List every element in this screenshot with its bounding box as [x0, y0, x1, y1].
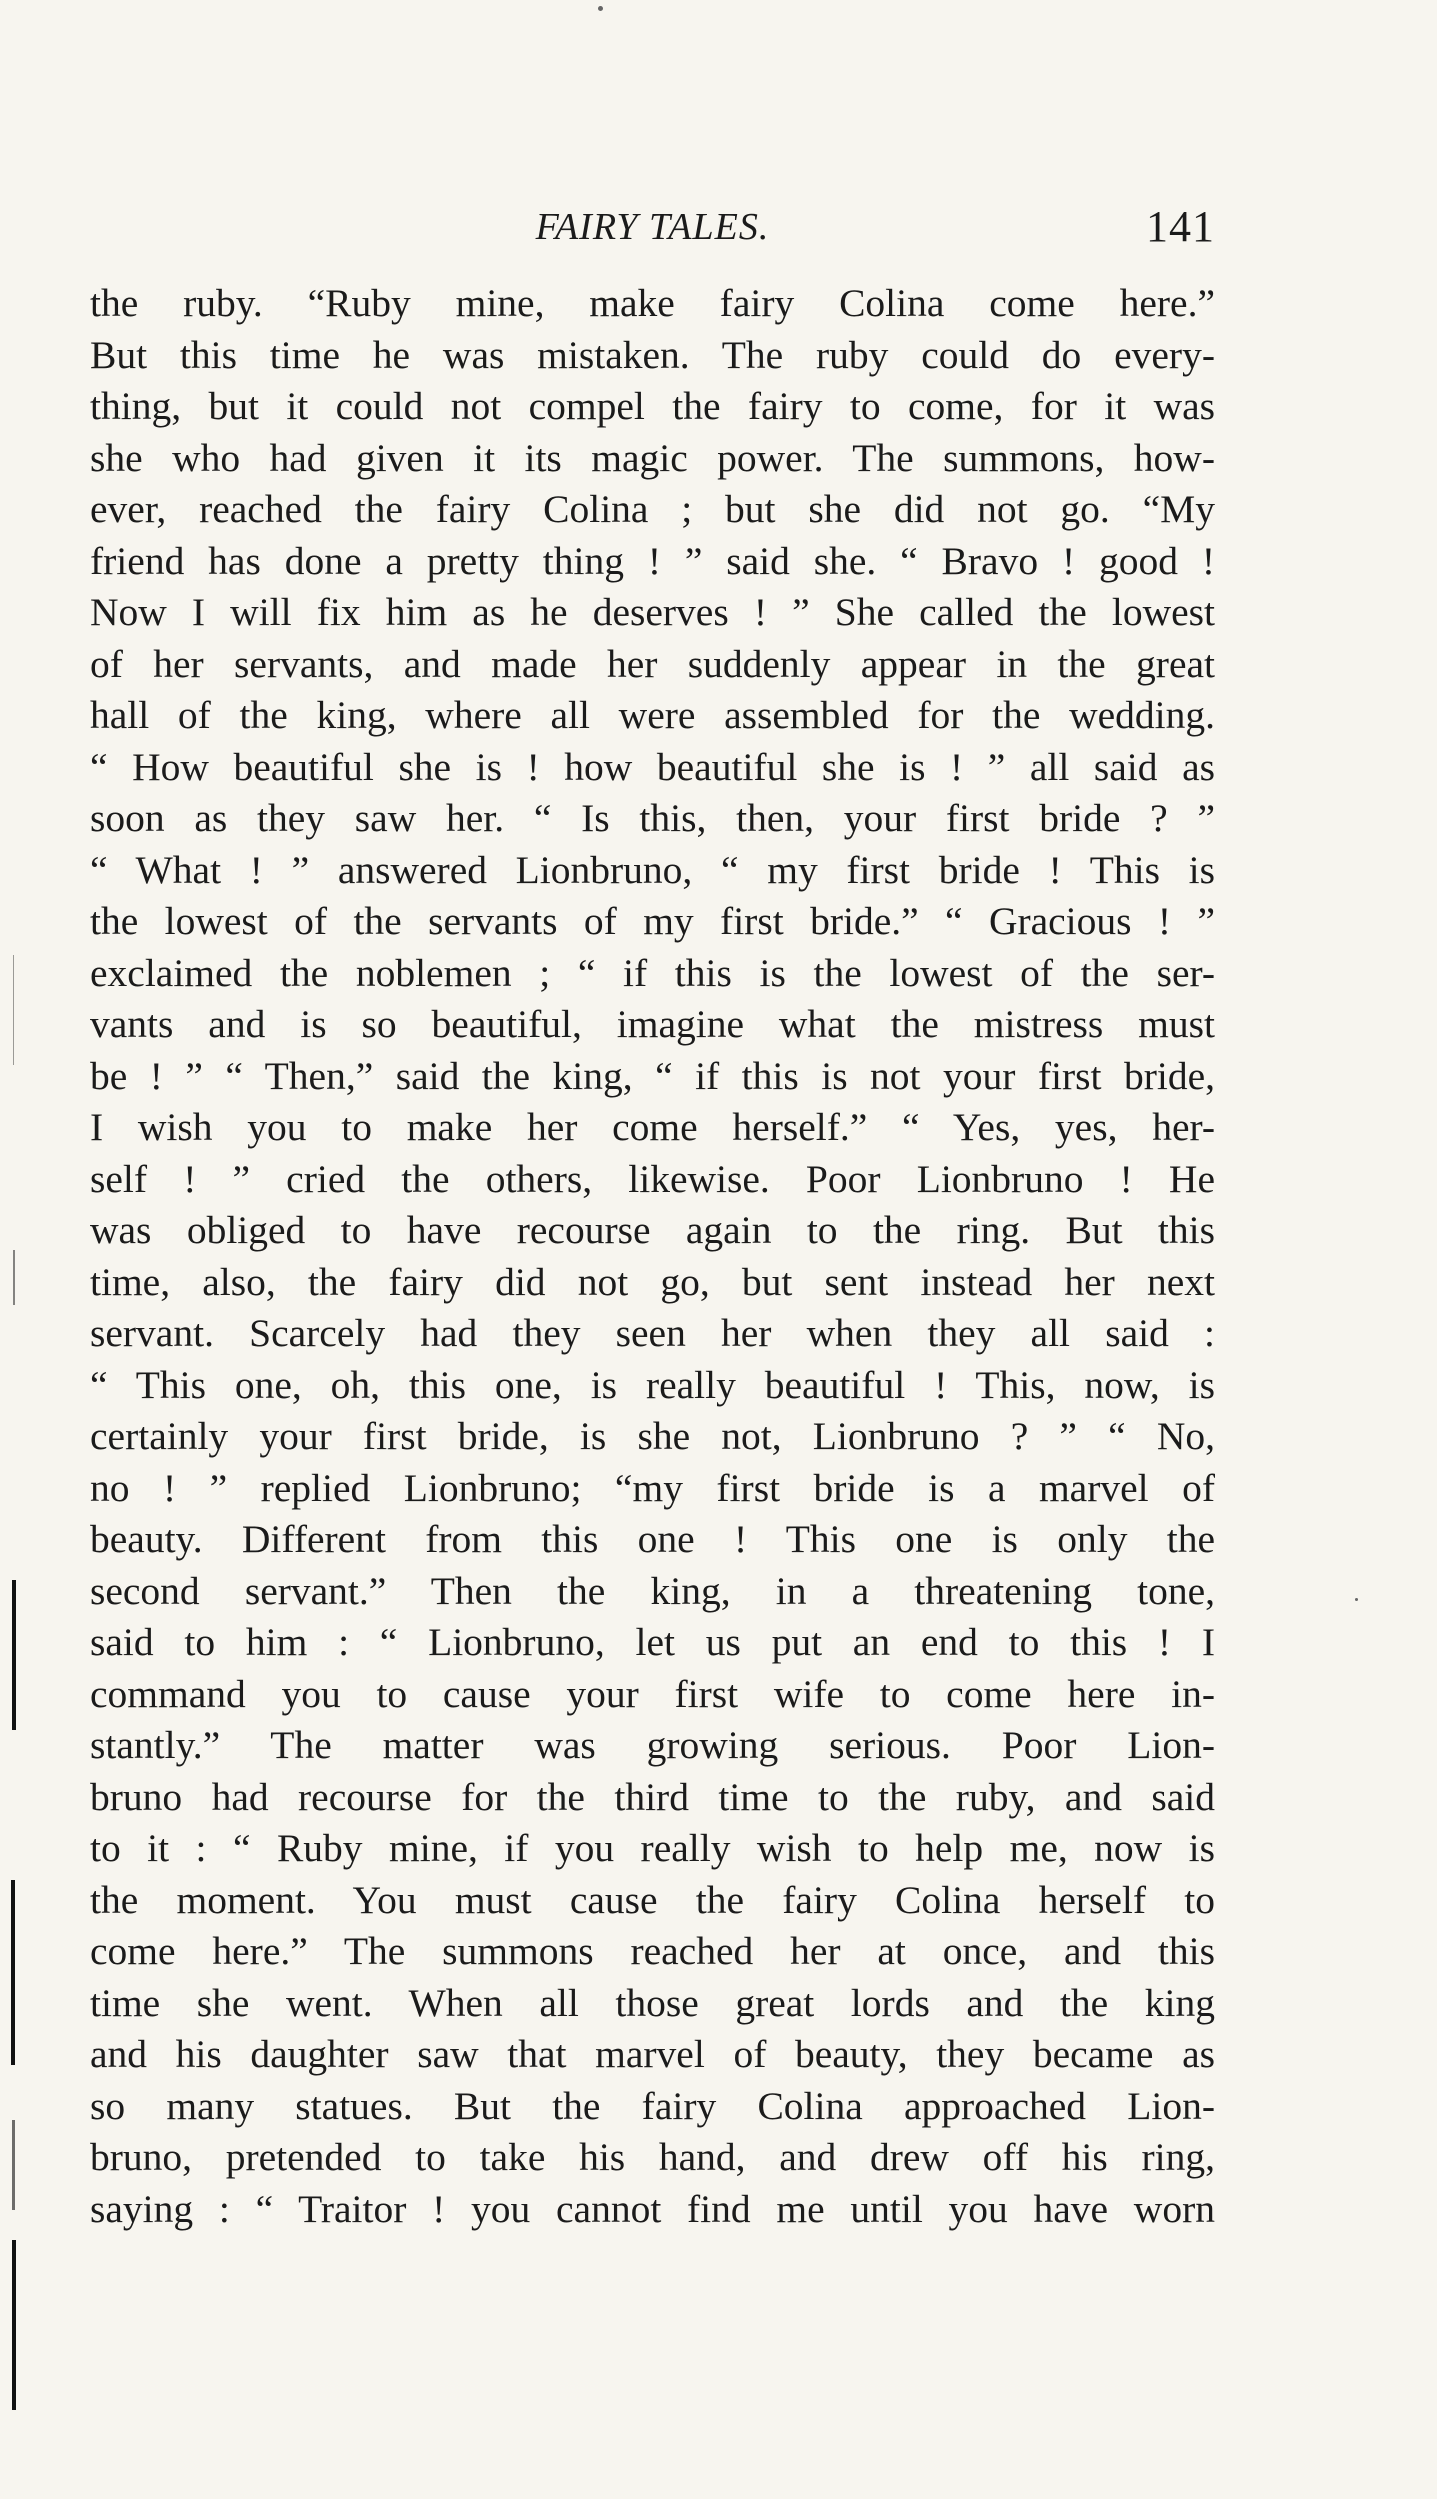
scan-mark — [12, 2120, 15, 2210]
text-line: and his daughter saw that marvel of beauty, they became as — [90, 2032, 1215, 2076]
text-line: soon as they saw her. “ Is this, then, your first bride ? ” — [90, 796, 1215, 840]
text-line: friend has done a pretty thing ! ” said she. “ Bravo ! good ! — [90, 538, 1215, 583]
text-line: “ How beautiful she is ! how beautiful she is ! ” all said as — [90, 744, 1215, 789]
text-line: servant. Scarcely had they seen her when they all said : — [90, 1311, 1215, 1355]
page-header — [90, 202, 1215, 265]
text-line: the lowest of the servants of my first bride.” “ Gracious ! ” — [90, 899, 1215, 943]
text-line: to it : “ Ruby mine, if you really wish to help me, now is — [90, 1826, 1215, 1870]
text-line: “ What ! ” answered Lionbruno, “ my first bride ! This is — [90, 847, 1215, 892]
text-line: stantly.” The matter was growing serious. Poor Lion- — [90, 1723, 1215, 1767]
text-line: bruno had recourse for the third time to the ruby, and said — [90, 1774, 1215, 1819]
scan-dot — [1355, 1598, 1358, 1601]
text-line: Now I will fix him as he deserves ! ” She called the lowest — [90, 590, 1215, 634]
text-line: exclaimed the noblemen ; “ if this is the lowest of the ser- — [90, 950, 1215, 995]
text-line: saying : “ Traitor ! you cannot find me until you have worn — [90, 2186, 1215, 2231]
text-line: time, also, the fairy did not go, but sent instead her next — [90, 1259, 1215, 1304]
text-line: ever, reached the fairy Colina ; but she did not go. “My — [90, 487, 1215, 531]
text-line: second servant.” Then the king, in a threatening tone, — [90, 1568, 1215, 1613]
scan-mark — [11, 1880, 15, 2065]
text-line: certainly your first bride, is she not, Lionbruno ? ” “ No, — [90, 1414, 1215, 1458]
text-line: the moment. You must cause the fairy Colina herself to — [90, 1877, 1215, 1922]
text-line: bruno, pretended to take his hand, and drew off his ring, — [90, 2135, 1215, 2179]
page-number: 141 — [1146, 202, 1215, 251]
scan-mark — [12, 1580, 16, 1730]
scan-mark — [13, 1250, 15, 1305]
text-line: be ! ” “ Then,” said the king, “ if this is not your first bride, — [90, 1053, 1215, 1098]
text-line: come here.” The summons reached her at once, and this — [90, 1929, 1215, 1973]
text-line: “ This one, oh, this one, is really beautiful ! This, now, is — [90, 1362, 1215, 1407]
text-line: I wish you to make her come herself.” “ Yes, yes, her- — [90, 1105, 1215, 1149]
text-line: command you to cause your first wife to come here in- — [90, 1671, 1215, 1716]
body-text — [90, 278, 1215, 2235]
text-line: was obliged to have recourse again to the ring. But this — [90, 1208, 1215, 1252]
scan-dot — [598, 6, 603, 11]
running-head: FAIRY TALES. — [535, 206, 770, 248]
scan-mark — [13, 955, 14, 1065]
text-line: of her servants, and made her suddenly appear in the great — [90, 641, 1215, 686]
text-line: self ! ” cried the others, likewise. Poor Lionbruno ! He — [90, 1156, 1215, 1201]
text-line: she who had given it its magic power. The summons, how- — [90, 435, 1215, 480]
scan-mark — [12, 2240, 16, 2410]
text-line: But this time he was mistaken. The ruby could do every- — [90, 332, 1215, 377]
text-line: thing, but it could not compel the fairy to come, for it was — [90, 384, 1215, 428]
text-line: the ruby. “Ruby mine, make fairy Colina come here.” — [90, 281, 1215, 325]
text-line: so many statues. But the fairy Colina approached Lion- — [90, 2083, 1215, 2128]
text-line: vants and is so beautiful, imagine what the mistress must — [90, 1002, 1215, 1046]
text-line: beauty. Different from this one ! This one is only the — [90, 1517, 1215, 1561]
text-line: hall of the king, where all were assembled for the wedding. — [90, 693, 1215, 737]
text-line: time she went. When all those great lords and the king — [90, 1980, 1215, 2025]
text-line: said to him : “ Lionbruno, let us put an end to this ! I — [90, 1620, 1215, 1664]
text-line: no ! ” replied Lionbruno; “my first bride is a marvel of — [90, 1465, 1215, 1510]
